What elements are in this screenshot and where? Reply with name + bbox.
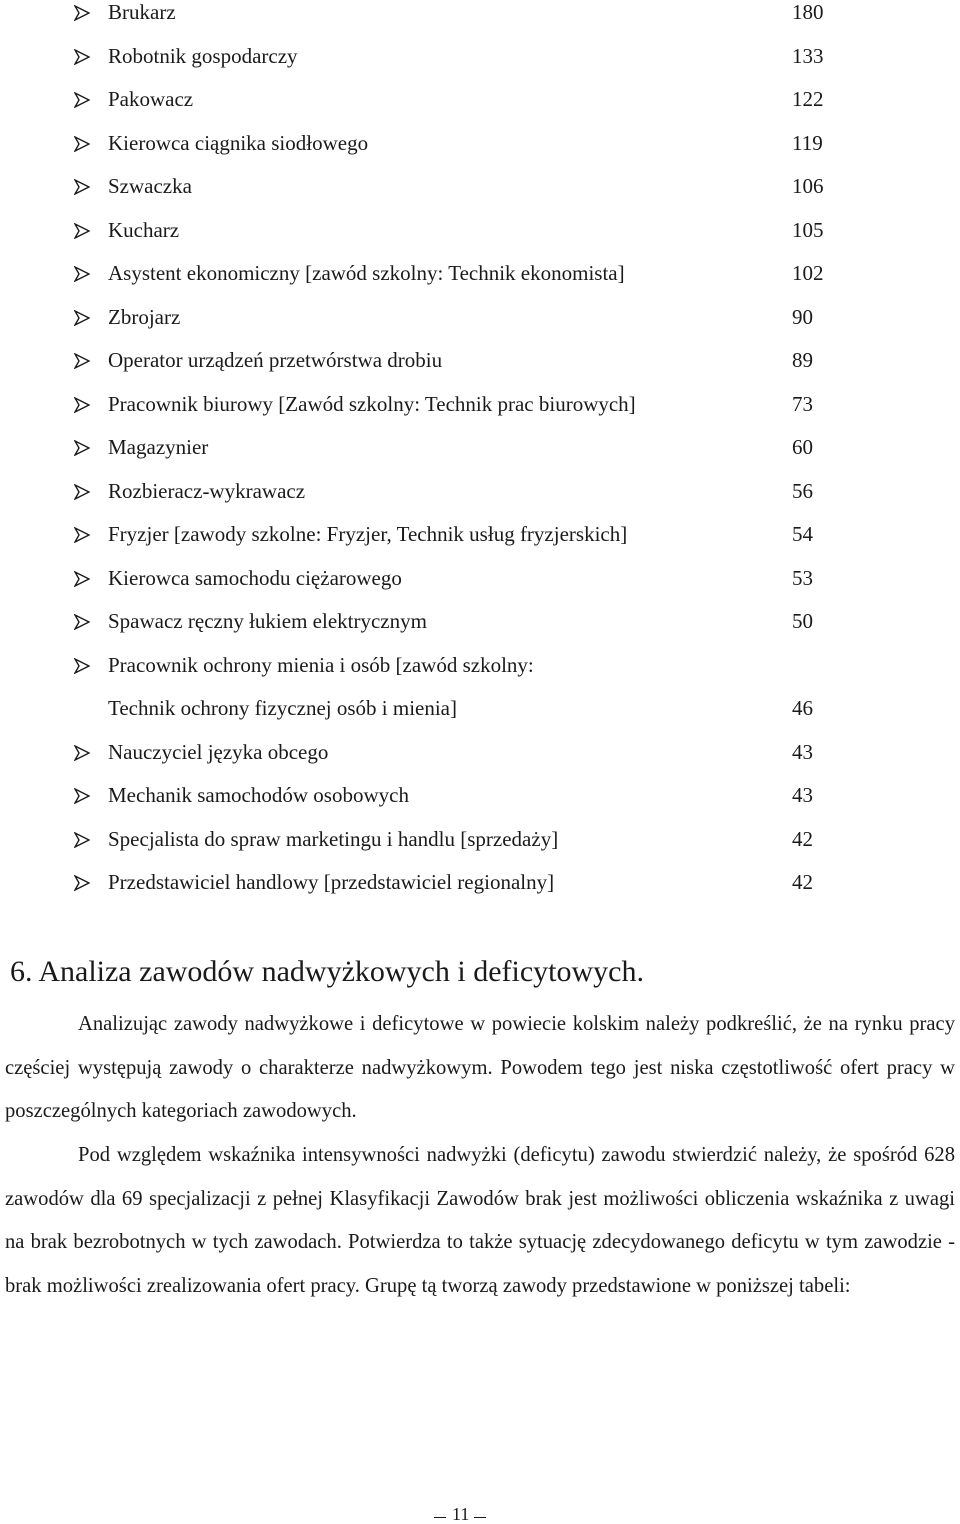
list-item-value: 60 bbox=[792, 435, 813, 459]
list-item bbox=[0, 261, 960, 301]
list-item-value: 90 bbox=[792, 304, 813, 329]
list-item-value: 54 bbox=[792, 522, 813, 546]
arrowhead-bullet-icon bbox=[74, 92, 90, 108]
arrowhead-bullet-icon bbox=[74, 397, 90, 413]
list-item-value: 106 bbox=[792, 174, 824, 198]
page-number: 11 bbox=[452, 1504, 470, 1524]
paragraph bbox=[5, 1003, 955, 1134]
list-item-value: 89 bbox=[792, 348, 813, 372]
paragraph-text: Pod względem wskaźnika intensywności nadwyżki (deficytu) zawodu stwierdzić należy, że spośród 628 zawodów dla 69 specjalizacji z pełnej Klasyfikacji Zawodów brak jest możliwości obliczenia wskaźnika z uwagi na brak bezrobotnych w tych zawodach. Potwierdza to także sytuację zdecydowanego deficytu w tym zawodzie - brak możliwości zrealizowania ofert pracy. Grupę tą tworzą zawody przedstawione w poniższej tabeli: bbox=[5, 1144, 955, 1297]
arrowhead-bullet-icon bbox=[74, 310, 90, 326]
list-item-label: Robotnik gospodarczy bbox=[108, 43, 298, 68]
list-item bbox=[0, 218, 960, 258]
list-item-label: Rozbieracz-wykrawacz bbox=[108, 478, 306, 503]
list-item bbox=[0, 740, 960, 780]
arrowhead-bullet-icon bbox=[74, 266, 90, 282]
list-item-value: 42 bbox=[792, 826, 813, 851]
list-item bbox=[0, 174, 960, 214]
paragraph bbox=[5, 1134, 955, 1308]
arrowhead-bullet-icon bbox=[74, 658, 90, 674]
arrowhead-bullet-icon bbox=[74, 353, 90, 369]
list-item bbox=[0, 435, 960, 475]
list-item-label: Technik ochrony fizycznej osób i mienia] bbox=[108, 696, 457, 720]
list-item-label: Kierowca samochodu ciężarowego bbox=[108, 565, 402, 590]
list-item-label: Pracownik ochrony mienia i osób [zawód szkolny: bbox=[108, 652, 534, 677]
list-item-value: 50 bbox=[792, 609, 813, 633]
list-item bbox=[0, 131, 960, 171]
list-item bbox=[0, 566, 960, 606]
arrowhead-bullet-icon bbox=[74, 440, 90, 456]
footer-dash bbox=[434, 1517, 446, 1518]
list-item bbox=[0, 522, 960, 562]
arrowhead-bullet-icon bbox=[74, 136, 90, 152]
list-item-value: 102 bbox=[792, 261, 824, 285]
list-item-value: 73 bbox=[792, 391, 813, 416]
section-heading: 6. Analiza zawodów nadwyżkowych i deficytowych. bbox=[10, 955, 644, 988]
arrowhead-bullet-icon bbox=[74, 571, 90, 587]
list-item bbox=[0, 609, 960, 649]
paragraph-text: Analizując zawody nadwyżkowe i deficytowe w powiecie kolskim należy podkreślić, że na rynku pracy częściej występują zawody o charakterze nadwyżkowym. Powodem tego jest niska częstotliwość ofert pracy w poszczególnych kategoriach zawodowych. bbox=[5, 1013, 955, 1122]
list-item bbox=[0, 653, 960, 693]
list-item-label: Operator urządzeń przetwórstwa drobiu bbox=[108, 348, 443, 372]
arrowhead-bullet-icon bbox=[74, 527, 90, 543]
arrowhead-bullet-icon bbox=[74, 875, 90, 891]
list-item bbox=[0, 44, 960, 84]
list-item-value: 43 bbox=[792, 739, 813, 764]
list-item-label: Specjalista do spraw marketingu i handlu [sprzedaży] bbox=[108, 826, 559, 851]
list-item-label: Asystent ekonomiczny [zawód szkolny: Technik ekonomista] bbox=[108, 261, 625, 285]
list-item-label: Pracownik biurowy [Zawód szkolny: Technik prac biurowych] bbox=[108, 391, 636, 416]
arrowhead-bullet-icon bbox=[74, 49, 90, 65]
list-item bbox=[0, 0, 960, 40]
list-item-label: Szwaczka bbox=[108, 174, 192, 198]
list-item-value: 122 bbox=[792, 87, 824, 111]
arrowhead-bullet-icon bbox=[74, 614, 90, 630]
page-footer bbox=[0, 1500, 960, 1522]
list-item bbox=[0, 479, 960, 519]
arrowhead-bullet-icon bbox=[74, 788, 90, 804]
list-item-value: 46 bbox=[792, 696, 813, 720]
list-item-label: Kierowca ciągnika siodłowego bbox=[108, 130, 369, 155]
list-item-label: Brukarz bbox=[108, 0, 176, 24]
arrowhead-bullet-icon bbox=[74, 832, 90, 848]
list-item-value: 56 bbox=[792, 478, 813, 503]
list-item-label: Zbrojarz bbox=[108, 304, 181, 329]
list-item-label: Nauczyciel języka obcego bbox=[108, 739, 329, 764]
arrowhead-bullet-icon bbox=[74, 223, 90, 239]
list-item bbox=[0, 827, 960, 867]
list-item-label: Spawacz ręczny łukiem elektrycznym bbox=[108, 609, 427, 633]
list-item bbox=[0, 783, 960, 823]
list-item bbox=[0, 870, 960, 910]
list-item-continuation bbox=[0, 696, 960, 736]
list-item bbox=[0, 348, 960, 388]
footer-dash bbox=[474, 1517, 486, 1518]
arrowhead-bullet-icon bbox=[74, 745, 90, 761]
list-item bbox=[0, 305, 960, 345]
list-item bbox=[0, 87, 960, 127]
arrowhead-bullet-icon bbox=[74, 179, 90, 195]
list-item-label: Mechanik samochodów osobowych bbox=[108, 783, 409, 807]
list-item-value: 43 bbox=[792, 783, 813, 807]
list-item-label: Magazynier bbox=[108, 435, 209, 459]
arrowhead-bullet-icon bbox=[74, 5, 90, 21]
arrowhead-bullet-icon bbox=[74, 484, 90, 500]
list-item-label: Fryzjer [zawody szkolne: Fryzjer, Technik usług fryzjerskich] bbox=[108, 522, 628, 546]
list-item-value: 180 bbox=[792, 0, 824, 24]
list-item-value: 133 bbox=[792, 43, 824, 68]
list-item-value: 53 bbox=[792, 565, 813, 590]
list-item-value: 105 bbox=[792, 217, 824, 242]
list-item-value: 42 bbox=[792, 870, 813, 894]
list-item-value: 119 bbox=[792, 130, 823, 155]
list-item bbox=[0, 392, 960, 432]
list-item-label: Przedstawiciel handlowy [przedstawiciel regionalny] bbox=[108, 870, 555, 894]
list-item-label: Kucharz bbox=[108, 217, 180, 242]
list-item-label: Pakowacz bbox=[108, 87, 194, 111]
